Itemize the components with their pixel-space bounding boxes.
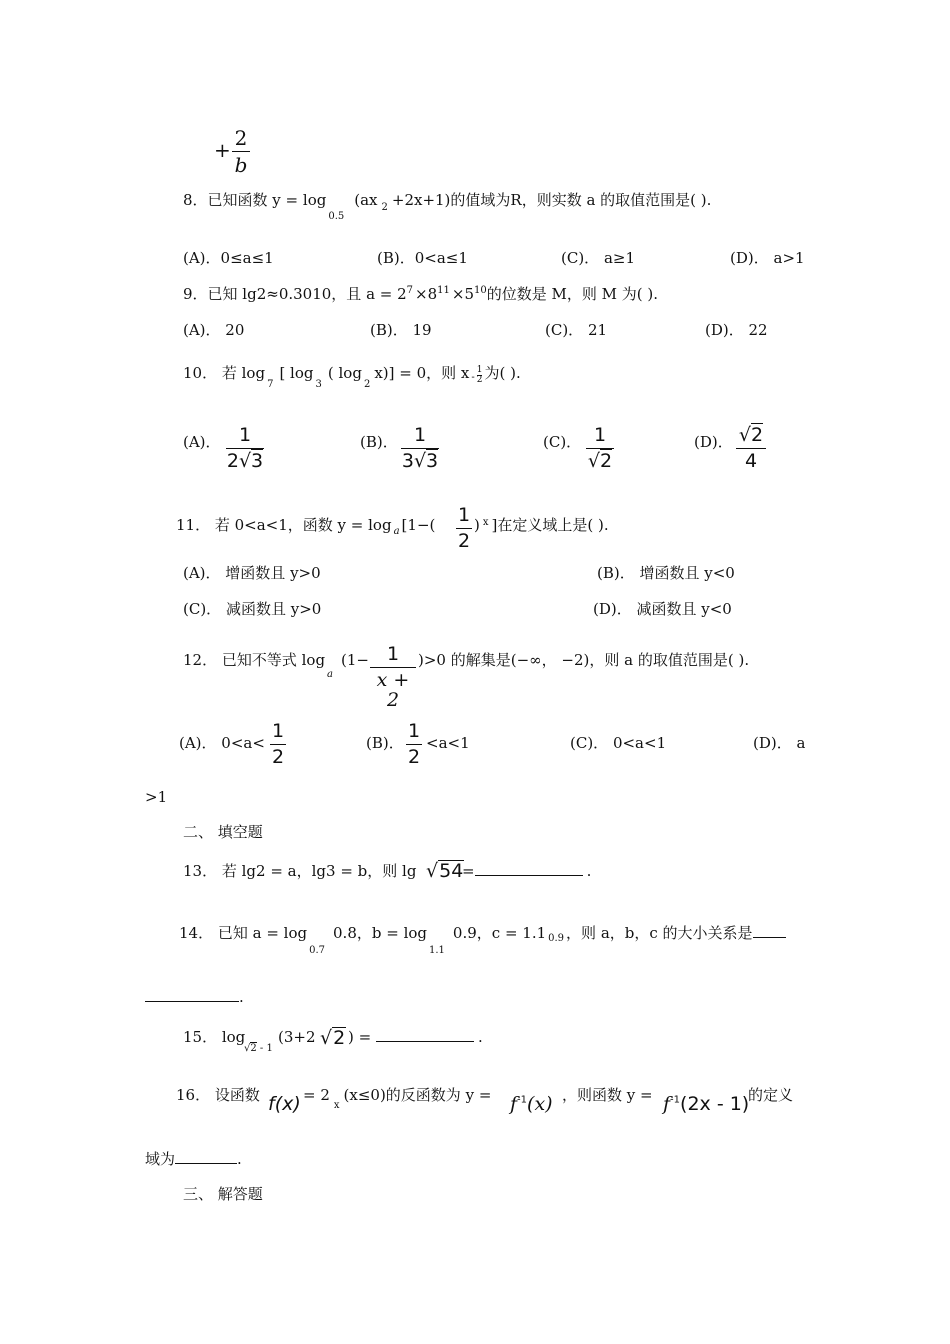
q13-stem: 13． 若 lg2 = a，lg3 = b，则 lg [183,862,417,880]
q15-log-base: √2 - 1 [244,1043,273,1054]
q12-option-b-fraction: 1 2 [407,720,421,768]
q11-fraction: 1 2 [457,504,471,552]
q16-inverse-f: $f^{-1}(x)$ [510,1093,553,1115]
q12-option-c: (C)． 0<a<1 [570,734,667,752]
q8-option-c: (C)． a≥1 [561,249,636,267]
q12-option-d-cont: >1 [145,788,168,806]
q12-option-b-rest: <a<1 [426,734,470,752]
q14-stem: 14． 已知 $a = \log_{0.7}0.8$，$b = \log_{1.1}0.9$，c = 1.1 $_{0.9}$ ，则 a，b，c 的大小关系是 [179,926,786,941]
q10-option-b-label: (B)． [360,433,398,451]
top-plus: + [214,138,231,162]
q16-stem-c: ，则函数 y = [562,1086,653,1104]
q12-option-a: (A)． 0<a< [179,734,265,752]
q15-sqrt: √2 [320,1027,346,1049]
q10-option-a-fraction: 1 2√3 [226,424,264,472]
q9-stem: 9．已知 lg2≈0.3010，且 $a = 2^7 \times 8^{11} \times 5^{10}$的位数是 M，则 M 为( ). [183,285,659,303]
q12-fraction: 1 x + 2 [370,645,416,711]
q14-blank-a[interactable] [753,937,786,938]
section-fill-in-heading: 二、 填空题 [183,823,263,841]
q10-option-c-fraction: 1 √2 [587,424,613,472]
q9-option-d: (D)． 22 [705,321,768,339]
q12-option-a-fraction: 1 2 [271,720,285,768]
q11-stem-b: ) $^x$ ]在定义域上是( ). [474,516,609,534]
top-fraction-den: b [234,153,248,177]
q9-option-c: (C)． 21 [545,321,608,339]
q10-option-b-fraction: 1 3√3 [401,424,439,472]
q12-option-b-label: (B)． [366,734,404,752]
q16-blank[interactable] [175,1163,237,1164]
q15-stem-b: (3+2 [278,1028,316,1046]
q11-option-a: (A)． 增函数且 y>0 [183,564,321,582]
q9-option-a: (A)． 20 [183,321,245,339]
q13-sqrt: √54 [426,860,464,882]
q11-stem-a: 11． 若 0<a<1，函数 y = log $_a$ [1−( [176,516,436,537]
q13-eq: = . [462,862,592,880]
q11-option-b: (B)． 增函数且 y<0 [597,564,735,582]
q11-option-c: (C)． 减函数且 y>0 [183,600,322,618]
q15-stem-a: 15． log [183,1028,246,1046]
q10-option-d-label: (D)． [694,433,733,451]
q15-stem-c: ) = . [348,1028,483,1046]
q10-option-c-label: (C)． [543,433,582,451]
q16-stem-b: = $2_x(x\le 0)$的反函数为 y = [303,1086,492,1111]
q16-inverse-f2: $f^{-1}(2x - 1)$ [663,1093,750,1115]
top-fraction [232,128,250,176]
q12-option-d: (D)． a [753,734,806,752]
section-solve-heading: 三、 解答题 [183,1185,263,1203]
q11-option-d: (D)． 减函数且 y<0 [593,600,732,618]
q10-stem: 10． 若 $\log_7$[ $\log_3$( $\log_2x)] = 0$，则 x - $\frac{1}{2}$ 为( ). [183,364,521,390]
top-fraction-num: 2 [234,126,248,150]
q10-option-a-label: (A)． [183,433,221,451]
q12-stem-b: (1− [341,651,369,669]
q8-option-d: (D)． a>1 [730,249,805,267]
q16-stem-a: 16． 设函数 [176,1086,260,1104]
q12-stem-a: 12． 已知不等式 log [183,651,326,669]
q8-stem: 8．已知函数 $y = \log_{0.5}(ax$ $_2$ +2x+1)的值域为R，则实数 a 的取值范围是( ). [183,191,712,222]
q10-option-d-fraction: √2 4 [736,426,766,472]
q14-cont: . [145,990,244,1005]
q16-cont: 域为 . [145,1150,242,1168]
q8-option-b: (B)．0<a≤1 [377,249,468,267]
q13-blank[interactable] [475,875,583,876]
q16-fx: f(x) [268,1093,301,1115]
q12-log-base: a [327,669,333,680]
q16-stem-d: 的定义 [748,1086,794,1104]
q9-option-b: (B)． 19 [370,321,432,339]
q12-stem-c: )>0 的解集是(−∞， −2)，则 a 的取值范围是( ). [418,651,750,669]
q8-option-a: (A)．0≤a≤1 [183,249,274,267]
q14-blank-b[interactable] [145,1001,239,1002]
q15-blank[interactable] [376,1041,474,1042]
